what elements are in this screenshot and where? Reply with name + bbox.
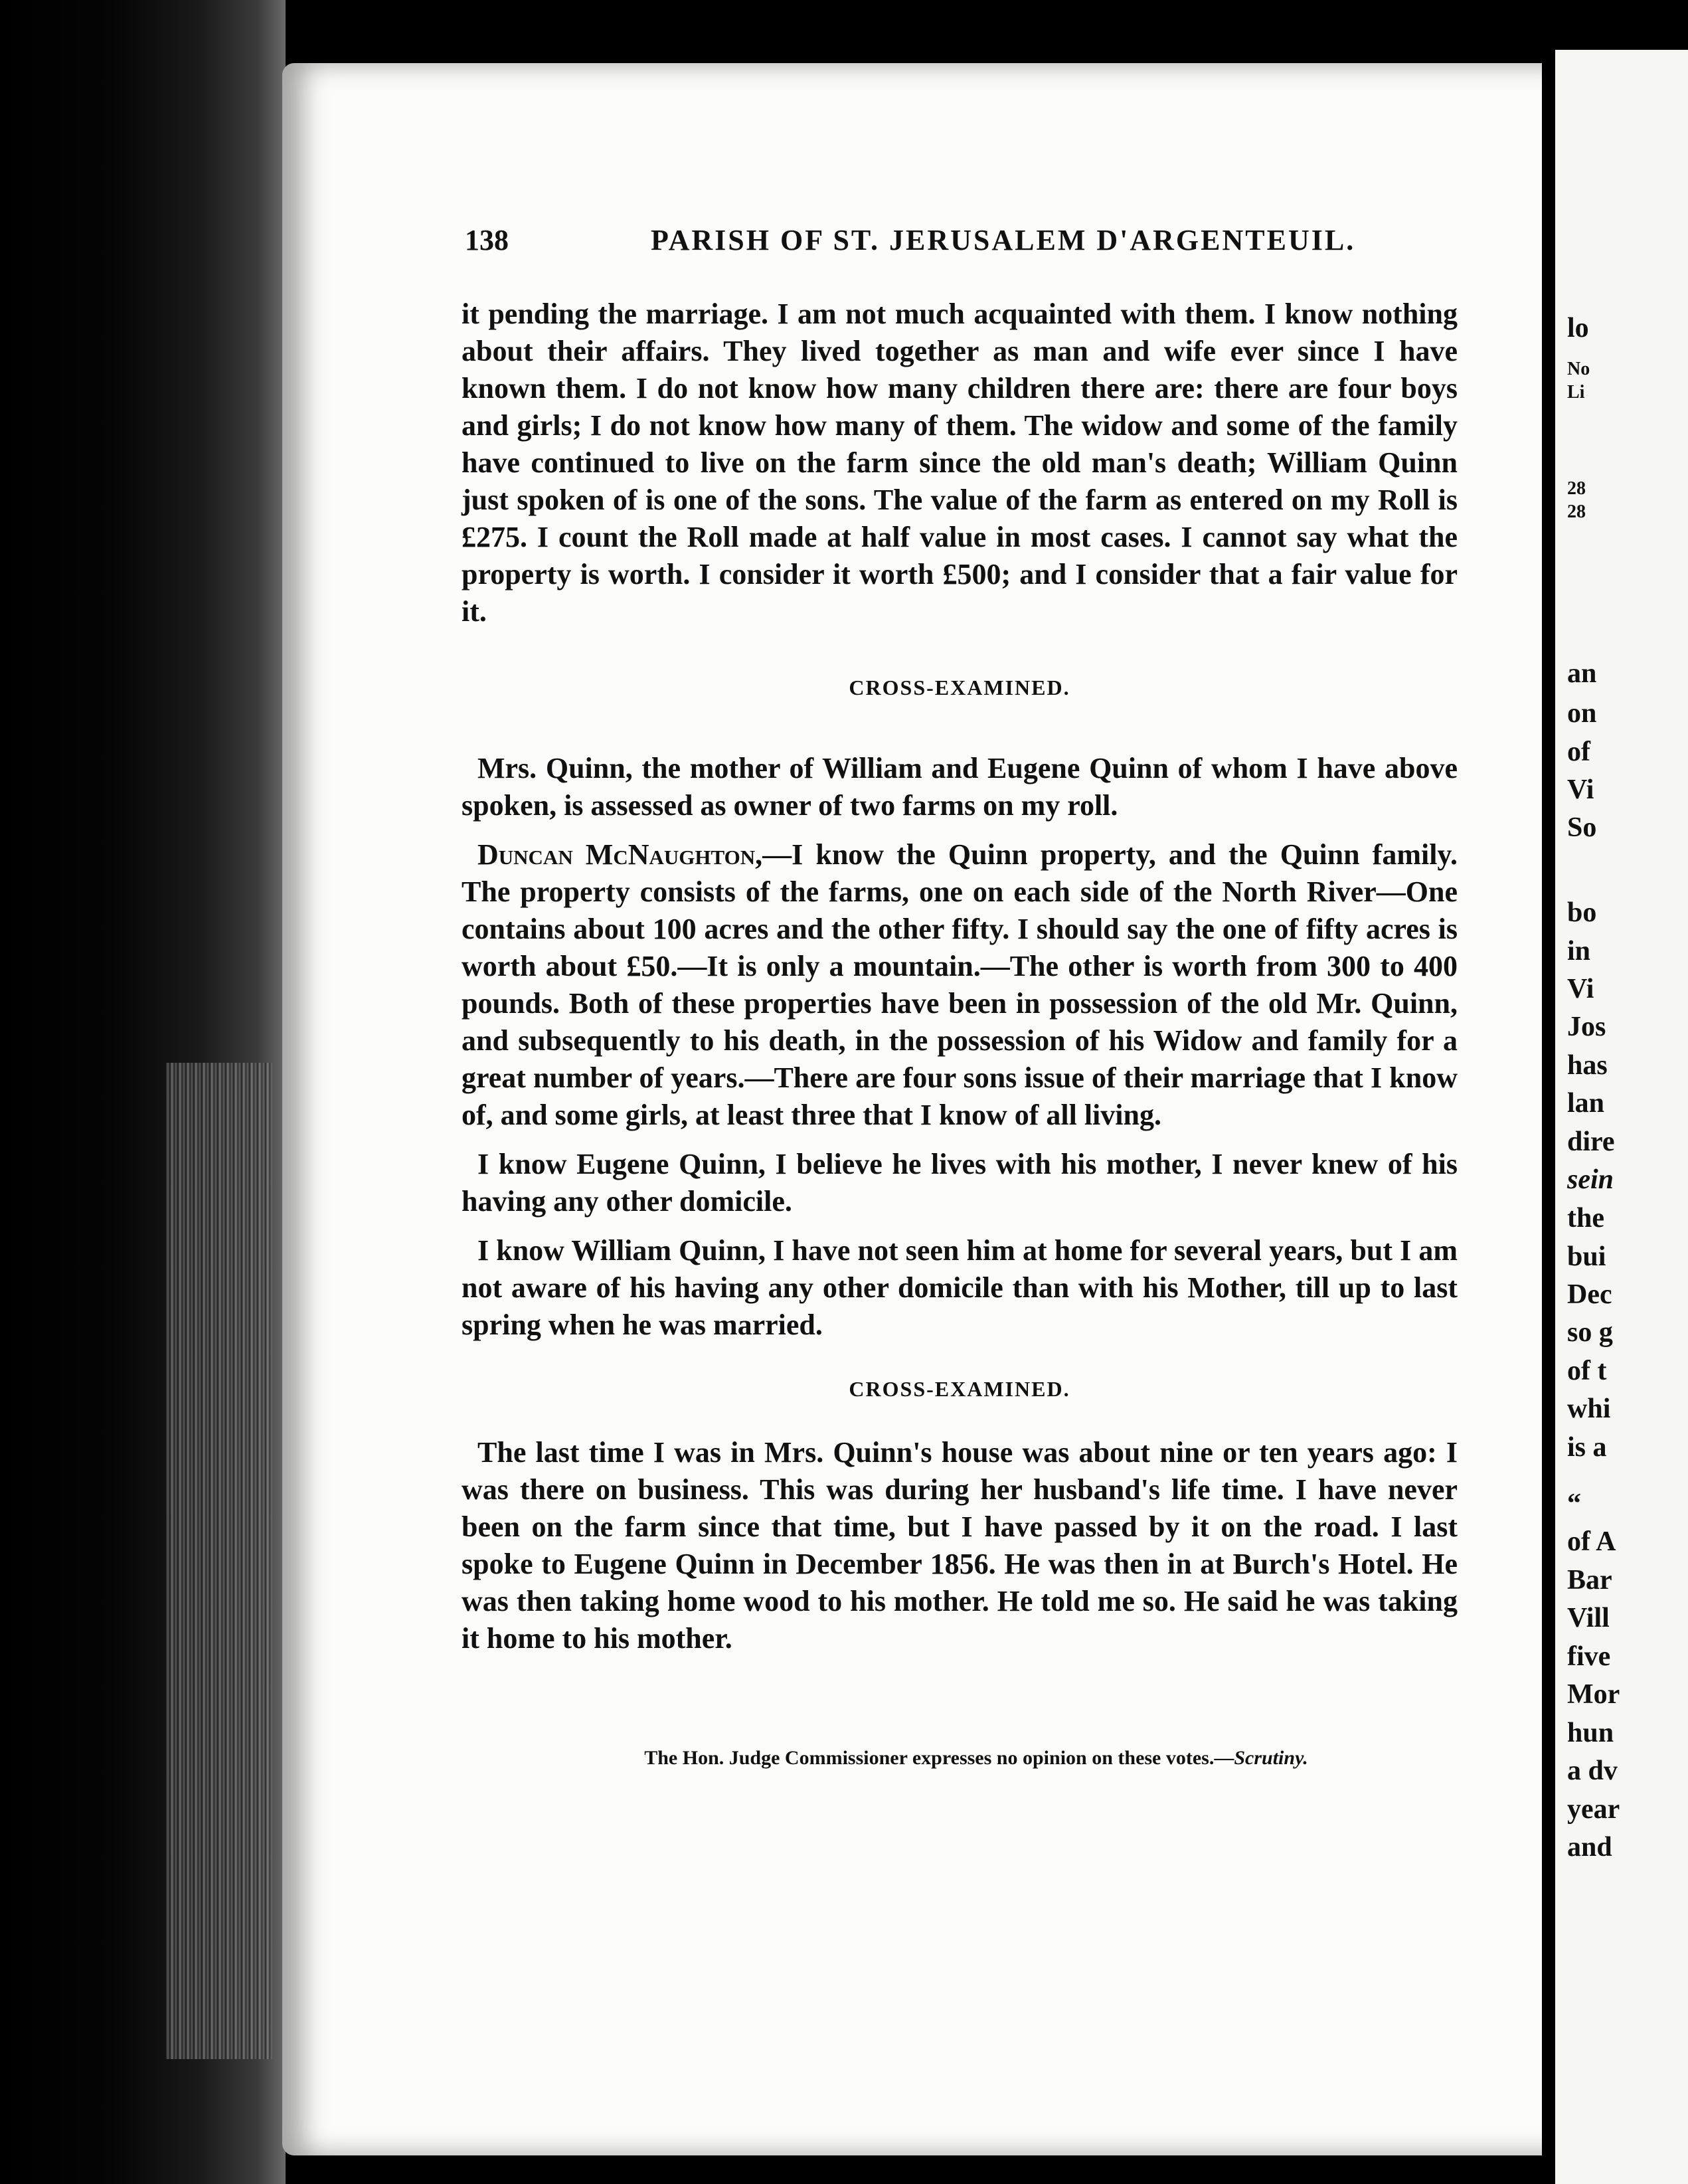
page-gutter: [1542, 40, 1555, 2184]
next-page-fragment: bo: [1567, 897, 1597, 928]
next-page-fragment: Mor: [1567, 1679, 1620, 1710]
next-page-fragment: of: [1567, 737, 1590, 767]
next-page-fragment: Bar: [1567, 1565, 1612, 1595]
next-page-fragment: sein: [1567, 1164, 1614, 1195]
page-edges: [166, 1063, 272, 2059]
next-page-fragment: No: [1567, 359, 1590, 379]
next-page-fragment: so g: [1567, 1317, 1613, 1348]
section-heading-cross-examined: CROSS-EXAMINED.: [849, 676, 1070, 699]
next-page-fragment: a dv: [1567, 1756, 1618, 1786]
paragraph-3-text: —I know the Quinn property, and the Quinn family. The property consists of the farms, one on each side of the North River—One contains about 100 acres and the other fifty. I should say the one of fifty acres is worth about £50.—It is only a mountain.—The other is worth from 300 to 400 pounds. Both of these properties have been in possession of the old Mr. Quinn, and subsequently to his death, in the possession of his Widow and family for a great number of years.—There are four sons issue of their marriage that I know of, and some girls, at least three that I know of all living.: [462, 838, 1458, 1131]
next-page-fragment: bui: [1567, 1241, 1606, 1272]
footnote-text: The Hon. Judge Commissioner expresses no opinion on these votes.—: [644, 1747, 1234, 1769]
next-page-fragment: “: [1567, 1489, 1581, 1519]
next-page-fragment: an: [1567, 658, 1597, 689]
next-page-fragment: 28: [1567, 501, 1586, 522]
next-page-fragment: year: [1567, 1794, 1620, 1825]
next-page-fragment: five: [1567, 1641, 1611, 1672]
section-heading-cross-examined-2: CROSS-EXAMINED.: [849, 1377, 1070, 1401]
next-page-fragment: has: [1567, 1050, 1608, 1081]
footnote-italic: Scrutiny.: [1234, 1747, 1308, 1769]
paragraph-4: I know Eugene Quinn, I believe he lives with his mother, I never knew of his having any other domicile.: [462, 1148, 1458, 1218]
next-page-fragment: whi: [1567, 1394, 1611, 1424]
next-page-fragment: Jos: [1567, 1012, 1606, 1042]
next-page-fragment: lan: [1567, 1088, 1605, 1119]
next-page-fragment: Vill: [1567, 1603, 1610, 1633]
page-title: PARISH OF ST. JERUSALEM D'ARGENTEUIL.: [651, 224, 1356, 256]
witness-name: Duncan McNaughton,: [477, 838, 763, 871]
next-page-fragment: of t: [1567, 1356, 1607, 1386]
next-page-fragment: of A: [1567, 1526, 1616, 1557]
next-page-fragment: Vi: [1567, 774, 1594, 805]
paragraph-3: [462, 836, 1458, 1134]
paragraph-6: The last time I was in Mrs. Quinn's house was about nine or ten years ago: I was there on business. This was during her husband's life time. I have never been on the farm since that time, but I have passed by it on the road. I last spoke to Eugene Quinn in December 1856. He was then in at Burch's Hotel. He was then taking home wood to his mother. He told me so. He said he was taking it home to his mother.: [462, 1436, 1458, 1655]
next-page-fragment: dire: [1567, 1127, 1615, 1157]
next-page-fragment: in: [1567, 936, 1591, 966]
footnote: [511, 1747, 1441, 1770]
next-page-fragment: 28: [1567, 478, 1586, 499]
paragraph-1: it pending the marriage. I am not much acquainted with them. I know nothing about their affairs. They lived together as man and wife ever since I have known them. I do not know how many children there are: there are four boys and girls; I do not know how many of them. The widow and some of the family have continued to live on the farm since the old man's death; William Quinn just spoken of is one of the sons. The value of the farm as entered on my Roll is £275. I count the Roll made at half value in most cases. I cannot say what the property is worth. I consider it worth £500; and I consider that a fair value for it.: [462, 298, 1458, 628]
next-page-fragment: So: [1567, 812, 1597, 843]
paragraph-5: I know William Quinn, I have not seen him at home for several years, but I am not aware of his having any other domicile than with his Mother, till up to last spring when he was married.: [462, 1234, 1458, 1341]
next-page-fragment: and: [1567, 1832, 1612, 1863]
next-page-fragment: is a: [1567, 1432, 1607, 1463]
next-page-edge: [1555, 50, 1688, 2184]
next-page-fragment: Vi: [1567, 974, 1594, 1004]
next-page-fragment: hun: [1567, 1718, 1614, 1748]
next-page-fragment: the: [1567, 1203, 1604, 1233]
next-page-fragment: on: [1567, 698, 1597, 729]
next-page-fragment: Li: [1567, 382, 1585, 403]
page-number: 138: [465, 224, 509, 256]
next-page-fragment: lo: [1567, 313, 1589, 343]
next-page-fragment: Dec: [1567, 1279, 1612, 1310]
paragraph-2: Mrs. Quinn, the mother of William and Eugene Quinn of whom I have above spoken, is assessed as owner of two farms on my roll.: [462, 752, 1458, 822]
page-body: [462, 296, 1458, 1669]
